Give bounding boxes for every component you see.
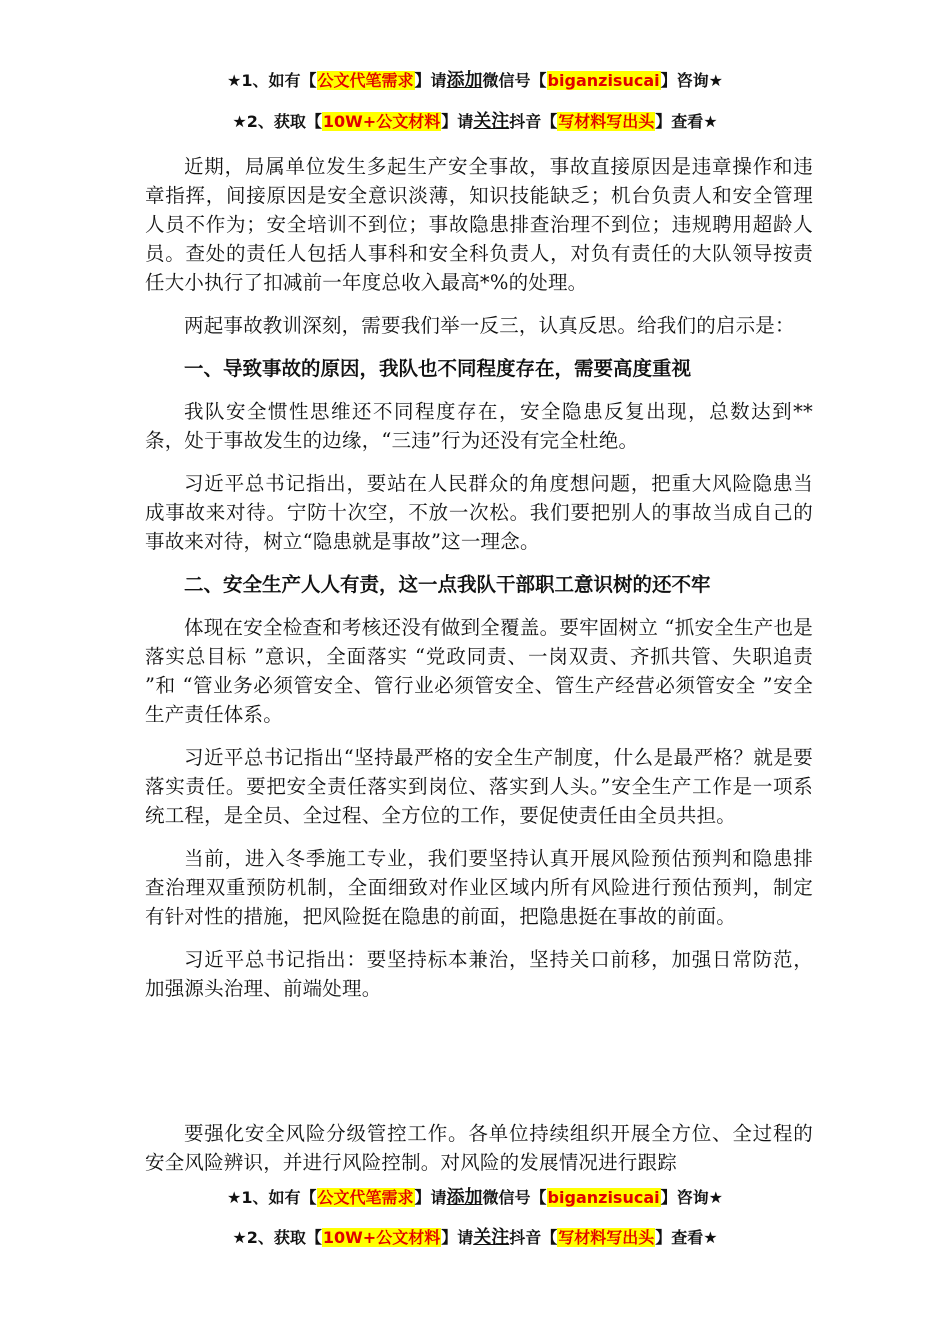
promo-text: 】请 — [414, 1188, 447, 1207]
promo-emphasis: 关注 — [473, 111, 510, 132]
promo-emphasis: 添加 — [446, 1187, 483, 1208]
paragraph-6: 习近平总书记指出“坚持最严格的安全生产制度，什么是最严格？就是要落实责任。要把安全责任落实到岗位、落实到人头。”安全生产工作是一项系统工程，是全员、全过程、全方位的工作，要促使责任由全员共担。 — [145, 746, 813, 827]
promo-highlight: 公文代笔需求 — [317, 71, 414, 90]
promo-prefix: ★2、获取【 — [232, 1228, 322, 1247]
section-heading-1: 一、导致事故的原因，我队也不同程度存在，需要高度重视 — [184, 357, 692, 380]
paragraph-5: 体现在安全检查和考核还没有做到全覆盖。要牢固树立 “抓安全生产也是落实总目标 ”意识，全面落实 “党政同责、一岗双责、齐抓共管、失职追责 ”和 “管业务必须管安全、管行业必须管安全、管生产经营必须管安全 ”安全生产责任体系。 — [145, 616, 813, 726]
promo-highlight: 10W+公文材料 — [322, 112, 441, 131]
promo-prefix: ★2、获取【 — [232, 112, 322, 131]
promo-line-1-bottom — [0, 1187, 950, 1209]
promo-text: 抖音【 — [509, 1228, 558, 1247]
section-heading-2: 二、安全生产人人有责，这一点我队干部职工意识树的还不牢 — [184, 573, 711, 596]
promo-suffix: 】咨询★ — [660, 71, 723, 90]
promo-text: 】请 — [441, 112, 474, 131]
paragraph-7: 当前，进入冬季施工专业，我们要坚持认真开展风险预估预判和隐患排查治理双重预防机制，全面细致对作业区域内所有风险进行预估预判，制定有针对性的措施，把风险挺在隐患的前面，把隐患挺在事故的前面。 — [145, 847, 813, 928]
promo-douyin-id: 写材料写出头 — [558, 112, 655, 131]
promo-suffix: 】查看★ — [655, 112, 718, 131]
promo-wechat-id: biganzisucai — [547, 1188, 660, 1207]
paragraph-8: 习近平总书记指出：要坚持标本兼治，坚持关口前移，加强日常防范，加强源头治理、前端处理。 — [145, 948, 813, 1000]
page-cutoff-region — [145, 1119, 813, 1173]
paragraph-2: 两起事故教训深刻，需要我们举一反三，认真反思。给我们的启示是： — [184, 314, 795, 337]
promo-emphasis: 关注 — [473, 1227, 510, 1248]
promo-prefix: ★1、如有【 — [227, 1188, 317, 1207]
promo-line-1-top — [0, 70, 950, 92]
paragraph-4: 习近平总书记指出，要站在人民群众的角度想问题，把重大风险隐患当成事故来对待。宁防十次空，不放一次松。我们要把别人的事故当成自己的事故来对待，树立“隐患就是事故”这一理念。 — [145, 472, 813, 553]
promo-emphasis: 添加 — [446, 70, 483, 91]
promo-text: 】请 — [414, 71, 447, 90]
paragraph-3: 我队安全惯性思维还不同程度存在，安全隐患反复出现，总数达到**条，处于事故发生的边缘，“三违”行为还没有完全杜绝。 — [145, 400, 813, 452]
promo-text: 抖音【 — [509, 112, 558, 131]
promo-douyin-id: 写材料写出头 — [558, 1228, 655, 1247]
promo-highlight: 10W+公文材料 — [322, 1228, 441, 1247]
promo-suffix: 】查看★ — [655, 1228, 718, 1247]
promo-suffix: 】咨询★ — [660, 1188, 723, 1207]
paragraph-9: 要强化安全风险分级管控工作。各单位持续组织开展全方位、全过程的安全风险辨识，并进行风险控制。对风险的发展情况进行跟踪 — [145, 1122, 813, 1173]
promo-line-2-top — [0, 111, 950, 133]
promo-text: 】请 — [441, 1228, 474, 1247]
promo-text: 微信号【 — [482, 71, 547, 90]
promo-wechat-id: biganzisucai — [547, 71, 660, 90]
promo-line-2-bottom — [0, 1227, 950, 1249]
paragraph-1: 近期，局属单位发生多起生产安全事故，事故直接原因是违章操作和违章指挥，间接原因是安全意识淡薄，知识技能缺乏；机台负责人和安全管理人员不作为；安全培训不到位；事故隐患排查治理不到位；违规聘用超龄人员。查处的责任人包括人事科和安全科负责人，对负有责任的大队领导按责任大小执行了扣减前一年度总收入最高*%的处理。 — [145, 155, 813, 294]
promo-text: 微信号【 — [482, 1188, 547, 1207]
promo-prefix: ★1、如有【 — [227, 71, 317, 90]
promo-highlight: 公文代笔需求 — [317, 1188, 414, 1207]
document-body — [145, 152, 813, 1017]
